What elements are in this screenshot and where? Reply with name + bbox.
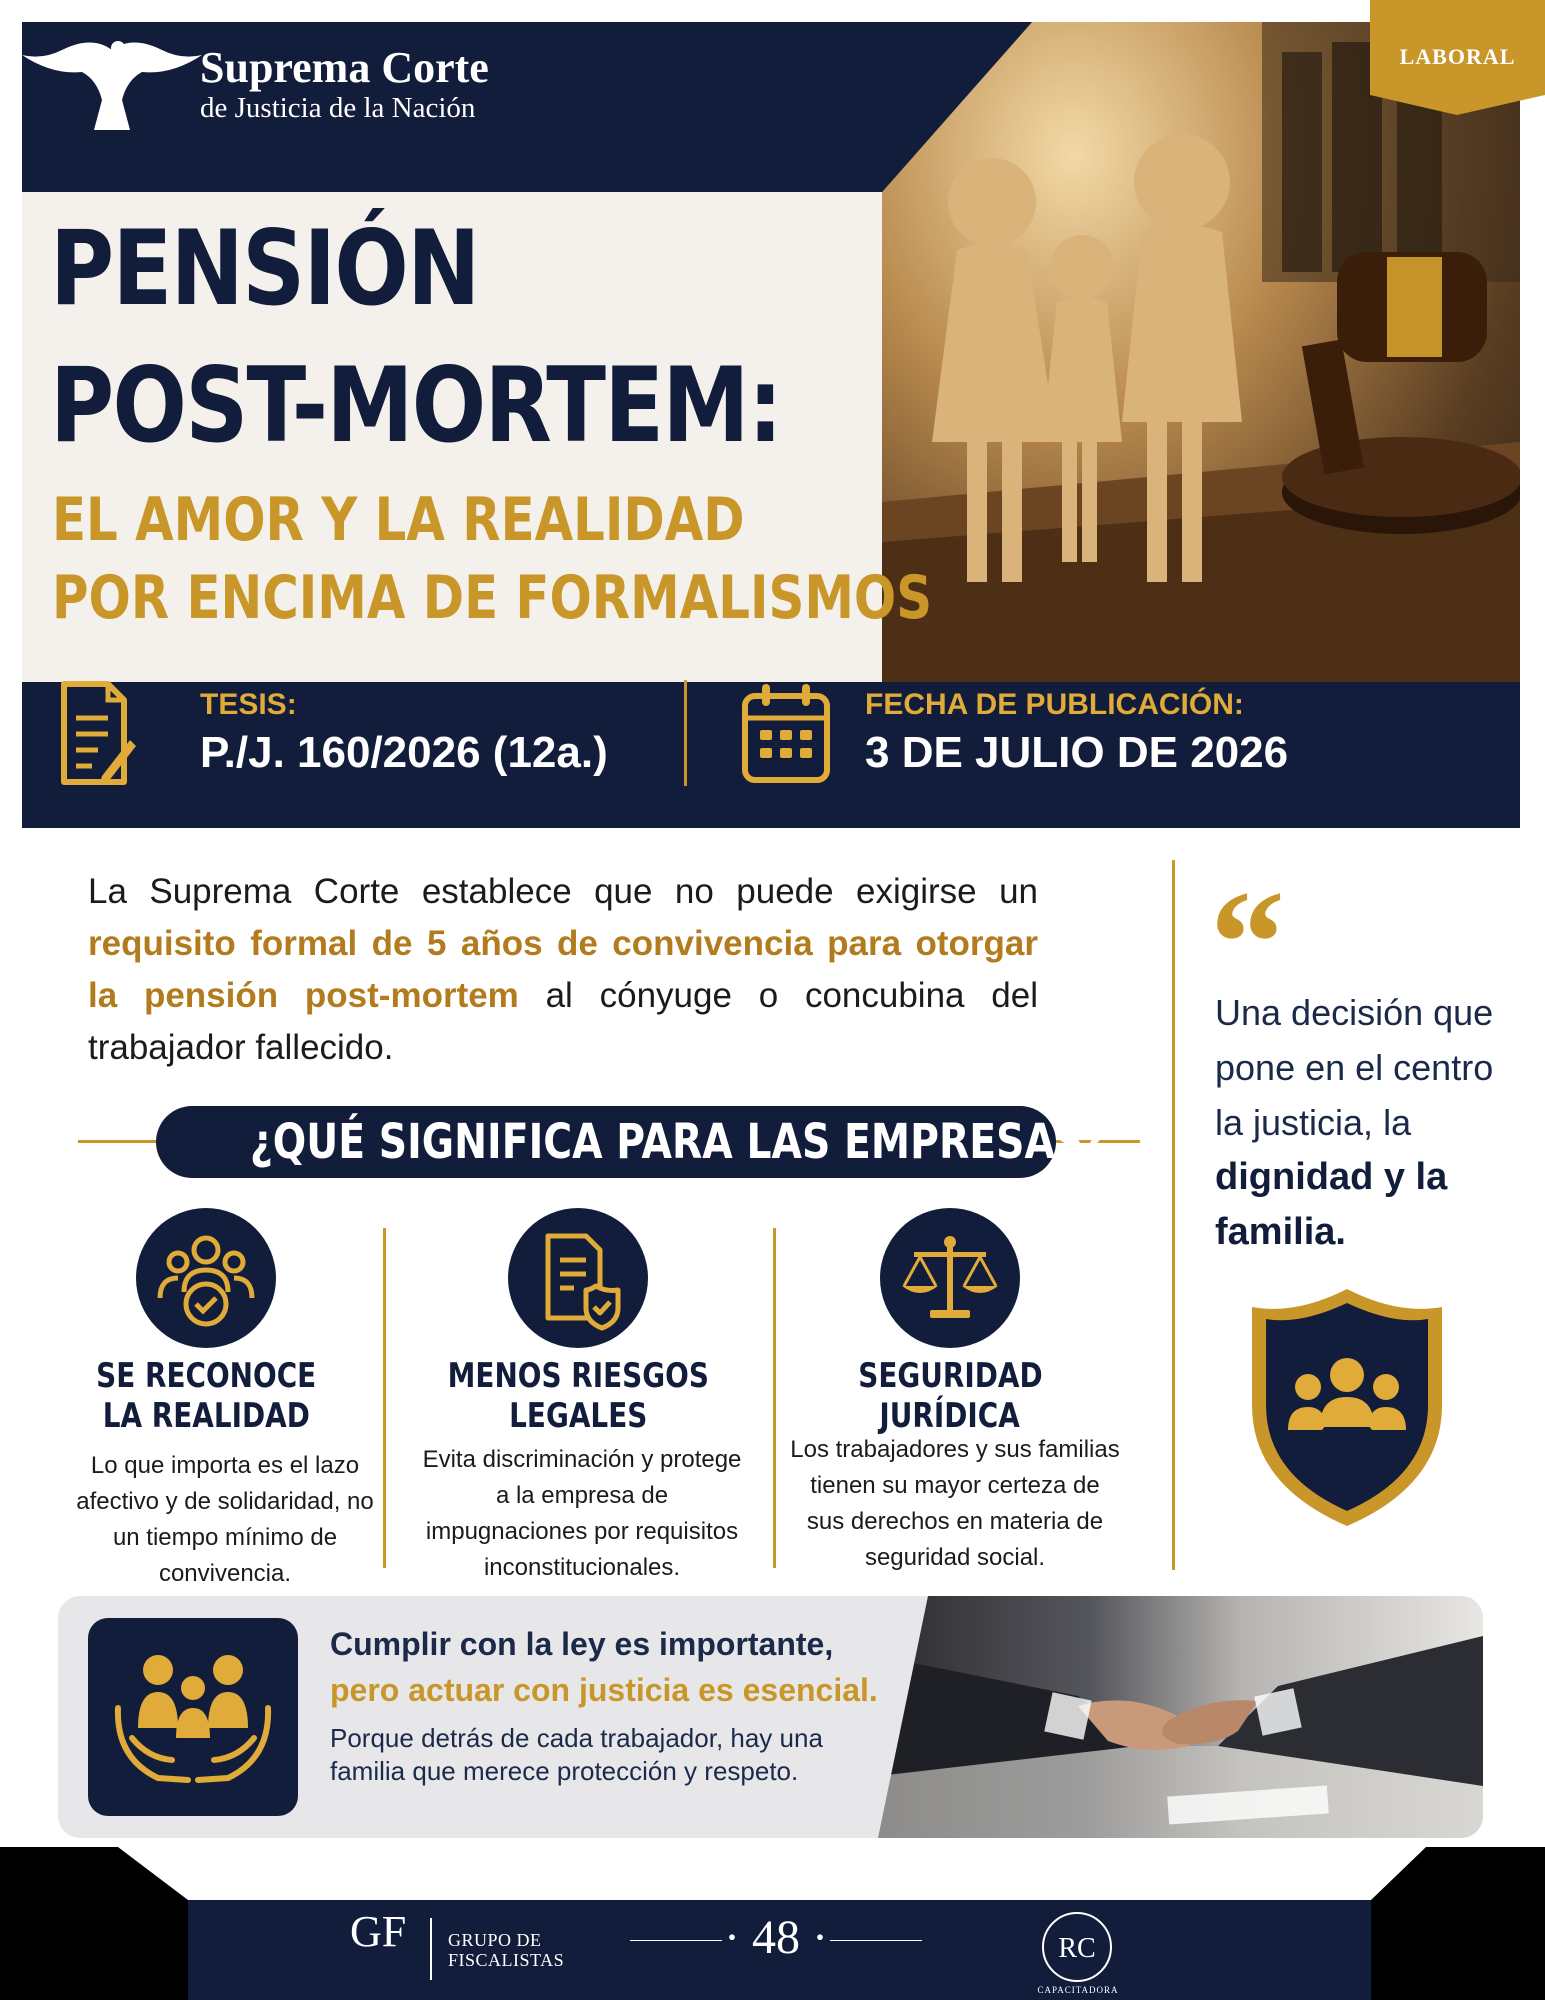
family-hands-icon <box>88 1618 298 1816</box>
intro-paragraph <box>88 866 1038 1074</box>
calendar-icon <box>740 682 832 786</box>
rc-logo-icon <box>1040 1910 1114 1984</box>
column1-description: Lo que importa es el lazo afectivo y de solidaridad, no un tiempo mínimo de convivencia. <box>76 1452 374 1587</box>
people-check-icon <box>136 1208 276 1348</box>
column1-title-line2: LA REALIDAD <box>102 1396 310 1436</box>
callout-card <box>58 1596 1483 1838</box>
column1-icon-badge <box>136 1208 276 1348</box>
tesis-value: P./J. 160/2026 (12a.) <box>200 728 608 777</box>
document-shield-icon <box>508 1208 648 1348</box>
logo-title: Suprema Corte <box>200 43 489 92</box>
intro-text-1: La Suprema Corte establece que no puede exigirse un <box>88 872 1038 911</box>
eagle-logo-icon <box>22 30 202 140</box>
section-tag: LABORAL <box>1399 44 1516 69</box>
document-pen-icon <box>58 678 138 790</box>
quote-text: Una decisión que pone en el centro la justicia, la <box>1215 992 1494 1143</box>
column3-icon-badge <box>880 1208 1020 1348</box>
page-number-rule-left <box>630 1940 722 1941</box>
quote-mark-icon: “ <box>1210 860 1285 1026</box>
quote-emphasis: dignidad y la familia. <box>1215 1156 1448 1253</box>
page-number-rule-right <box>830 1940 922 1941</box>
intro-highlight: requisito formal de 5 años de convivencia para otorgar la pensión post-mortem <box>88 924 1038 1015</box>
logo-subtitle: de Justicia de la Nación <box>200 92 476 124</box>
callout-heading-accent: pero actuar con justicia es esencial. <box>330 1672 878 1708</box>
subtitle-line1: EL AMOR Y LA REALIDAD <box>52 485 745 555</box>
column2-description: Evita discriminación y protege a la empresa de impugnaciones por requisitos inconstitucionales. <box>422 1446 742 1581</box>
shield-family-icon <box>1248 1285 1446 1530</box>
main-title-line2: POST-MORTEM: <box>50 346 782 466</box>
column3-title-line2: JURÍDICA <box>879 1396 1021 1436</box>
tesis-label: TESIS: <box>200 688 297 721</box>
publication-date-label: FECHA DE PUBLICACIÓN: <box>865 688 1244 721</box>
column2-title-line1: MENOS RIESGOS <box>447 1356 709 1396</box>
column2-title-line2: LEGALES <box>508 1396 648 1436</box>
info-divider <box>684 680 687 786</box>
footer-logo-separator <box>430 1918 432 1980</box>
column3-description: Los trabajadores y sus familias tienen su mayor certeza de sus derechos en materia de seguridad social. <box>790 1436 1120 1571</box>
rc-subtitle: CAPACITADORA <box>1037 1985 1119 1995</box>
scales-icon <box>880 1208 1020 1348</box>
page-number: · 48 · <box>724 1911 828 1964</box>
column3-title <box>770 1356 1130 1436</box>
gf-name-line1: GRUPO DE <box>448 1930 542 1950</box>
publication-date-value: 3 DE JULIO DE 2026 <box>865 728 1289 777</box>
section-title-text: ¿QUÉ SIGNIFICA PARA LAS EMPRESAS? <box>249 1114 1107 1170</box>
column3-title-line1: SEGURIDAD <box>857 1356 1043 1396</box>
gf-name-line2: FISCALISTAS <box>448 1950 565 1970</box>
section-title <box>156 1112 1107 1172</box>
rc-logo-text: RC <box>1058 1933 1096 1964</box>
vertical-divider <box>1172 860 1175 1570</box>
column2-title <box>398 1356 758 1436</box>
column1-title <box>26 1356 386 1436</box>
main-title-line1: PENSIÓN <box>50 209 479 329</box>
gf-logo-icon: GF <box>350 1907 407 1956</box>
column1-title-line1: SE RECONOCE <box>95 1356 317 1396</box>
callout-heading: Cumplir con la ley es importante, <box>330 1626 834 1662</box>
gf-name <box>448 1930 564 1970</box>
subtitle-line2: POR ENCIMA DE FORMALISMOS <box>52 563 933 633</box>
column2-icon-badge <box>508 1208 648 1348</box>
callout-body: Porque detrás de cada trabajador, hay una familia que merece protección y respeto. <box>330 1723 823 1786</box>
family-hands-icon-badge <box>88 1618 298 1816</box>
column-divider <box>383 1228 386 1568</box>
intro-text-2: al cónyuge o concubina del trabajador fallecido. <box>88 976 1038 1067</box>
